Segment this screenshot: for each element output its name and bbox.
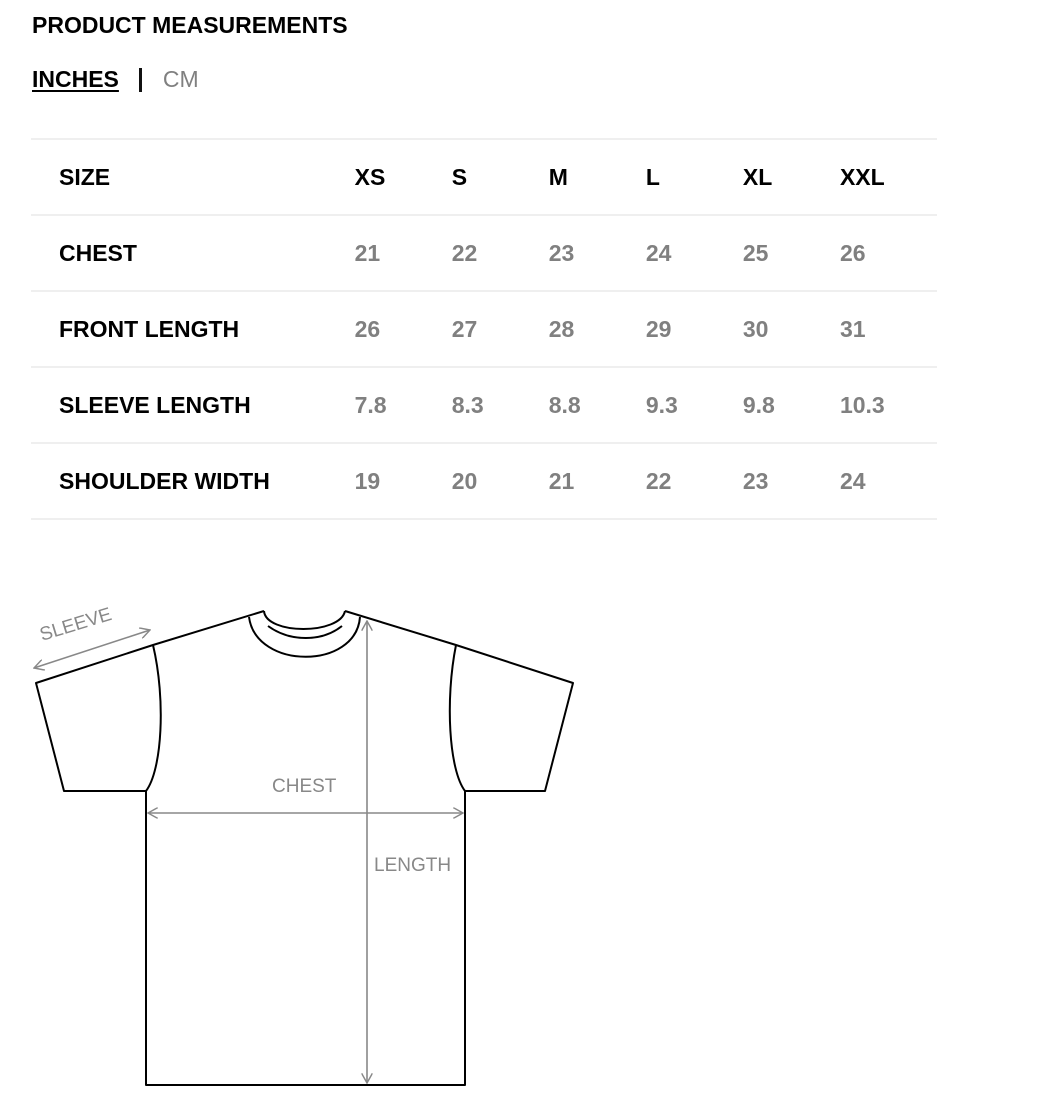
row-label: FRONT LENGTH xyxy=(59,315,240,342)
table-cell: 19 xyxy=(354,467,381,494)
table-header-row xyxy=(31,140,937,216)
table-cell: 10.3 xyxy=(839,391,885,418)
table-cell: 21 xyxy=(354,239,381,266)
length-label: LENGTH xyxy=(374,855,452,876)
header-size-xs: XS xyxy=(354,163,386,190)
header-size-s: S xyxy=(451,163,468,190)
row-label: SLEEVE LENGTH xyxy=(59,391,251,418)
table-cell: 24 xyxy=(645,239,672,266)
chest-label: CHEST xyxy=(272,776,337,797)
table-cell: 22 xyxy=(645,467,672,494)
table-cell: 22 xyxy=(451,239,478,266)
tshirt-measurement-diagram xyxy=(0,595,600,1095)
table-cell: 8.3 xyxy=(451,391,484,418)
table-cell: 27 xyxy=(451,315,478,342)
table-cell: 25 xyxy=(742,239,769,266)
unit-separator xyxy=(139,68,142,92)
table-cell: 8.8 xyxy=(548,391,581,418)
table-cell: 9.8 xyxy=(742,391,775,418)
table-cell: 24 xyxy=(839,467,866,494)
table-row-chest xyxy=(31,216,937,292)
table-cell: 9.3 xyxy=(645,391,678,418)
unit-cm-option[interactable]: CM xyxy=(162,66,199,92)
row-label: CHEST xyxy=(59,239,137,266)
table-cell: 26 xyxy=(839,239,866,266)
header-size-m: M xyxy=(548,163,568,190)
unit-inches-option[interactable]: INCHES xyxy=(32,66,119,92)
table-cell: 31 xyxy=(839,315,866,342)
table-row-shoulder-width xyxy=(31,444,937,520)
table-cell: 23 xyxy=(742,467,769,494)
header-size-label: SIZE xyxy=(59,163,111,190)
measurement-lines xyxy=(34,621,463,1083)
table-cell: 29 xyxy=(645,315,672,342)
table-cell: 21 xyxy=(548,467,575,494)
size-table xyxy=(31,138,937,520)
table-cell: 30 xyxy=(742,315,769,342)
header-size-xxl: XXL xyxy=(839,163,885,190)
table-row-sleeve-length xyxy=(31,368,937,444)
header-size-l: L xyxy=(645,163,660,190)
unit-toggle xyxy=(32,66,199,93)
table-cell: 7.8 xyxy=(354,391,387,418)
table-row-front-length xyxy=(31,292,937,368)
row-label: SHOULDER WIDTH xyxy=(59,467,270,494)
sleeve-label: SLEEVE xyxy=(37,604,115,646)
tshirt-outline xyxy=(36,611,573,1085)
table-cell: 28 xyxy=(548,315,575,342)
table-cell: 26 xyxy=(354,315,381,342)
header-size-xl: XL xyxy=(742,163,773,190)
table-cell: 23 xyxy=(548,239,575,266)
table-cell: 20 xyxy=(451,467,478,494)
page-title: PRODUCT MEASUREMENTS xyxy=(32,12,348,38)
